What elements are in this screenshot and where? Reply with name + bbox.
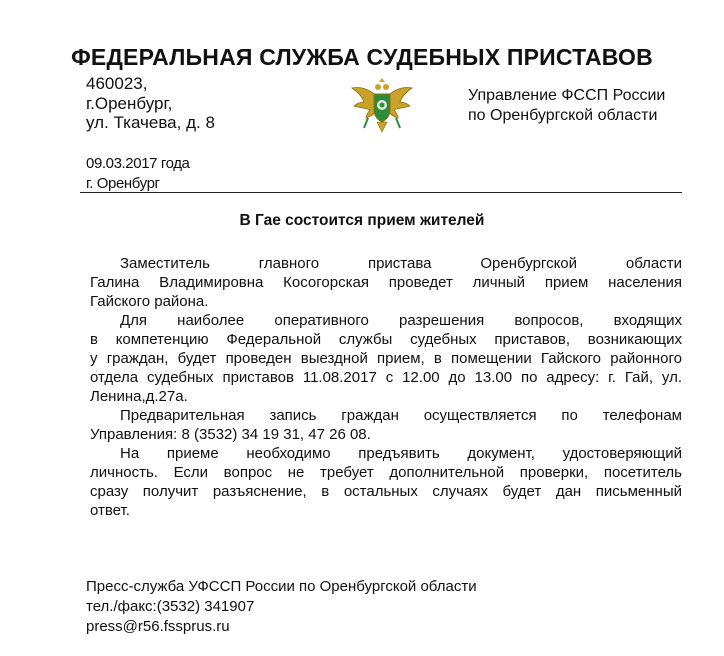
body-line: отдела судебных приставов 11.08.2017 с 12.00 до 13.00 по адресу: г. Гай, ул. — [90, 369, 682, 386]
body-line: у граждан, будет проведен выездной прием, в помещении Гайского районного — [90, 350, 682, 367]
body-line: сразу получит разъяснение, в остальных случаях будет дан письменный — [90, 483, 682, 500]
body-line: в компетенцию Федеральной службы судебных приставов, возникающих — [90, 331, 682, 348]
article-headline: В Гае состоится прием жителей — [239, 212, 485, 229]
body-line: Предварительная запись граждан осуществляется по телефонам — [120, 407, 682, 424]
sender-address — [86, 74, 215, 133]
body-line: Гайского района. — [90, 293, 209, 310]
body-line: Заместитель главного пристава Оренбургской области — [120, 255, 682, 272]
body-line: Для наиболее оперативного разрешения вопросов, входящих — [120, 312, 682, 329]
date-block — [86, 154, 190, 194]
agency-name — [468, 86, 665, 126]
body-line: Галина Владимировна Косогорская проведет личный прием населения — [90, 274, 682, 291]
body-line: ответ. — [90, 502, 130, 519]
fssp-eagle-emblem-icon — [350, 78, 414, 136]
agency-line: по Оренбургской области — [468, 107, 658, 124]
header-title: ФЕДЕРАЛЬНАЯ СЛУЖБА СУДЕБНЫХ ПРИСТАВОВ — [71, 44, 653, 70]
release-city: г. Оренбург — [86, 175, 160, 192]
release-date: 09.03.2017 года — [86, 155, 190, 172]
body-line: личность. Если вопрос не требует дополнительной проверки, посетитель — [90, 464, 682, 481]
press-phone: тел./факс:(3532) 341907 — [86, 598, 255, 615]
article-body — [90, 254, 682, 520]
press-email-link[interactable]: press@r56.fssprus.ru — [86, 618, 230, 635]
header-divider — [80, 192, 682, 193]
body-line: На приеме необходимо предъявить документ, удостоверяющий — [120, 445, 682, 462]
address-line: г.Оренбург, — [86, 93, 173, 113]
agency-line: Управление ФССП России — [468, 87, 666, 104]
press-service-name: Пресс-служба УФССП России по Оренбургской области — [86, 578, 477, 595]
address-line: ул. Ткачева, д. 8 — [86, 113, 215, 132]
body-line: Ленина,д.27а. — [90, 388, 188, 405]
press-contacts — [86, 577, 477, 637]
body-line: Управления: 8 (3532) 34 19 31, 47 26 08. — [90, 426, 371, 443]
address-line: 460023, — [86, 74, 148, 93]
